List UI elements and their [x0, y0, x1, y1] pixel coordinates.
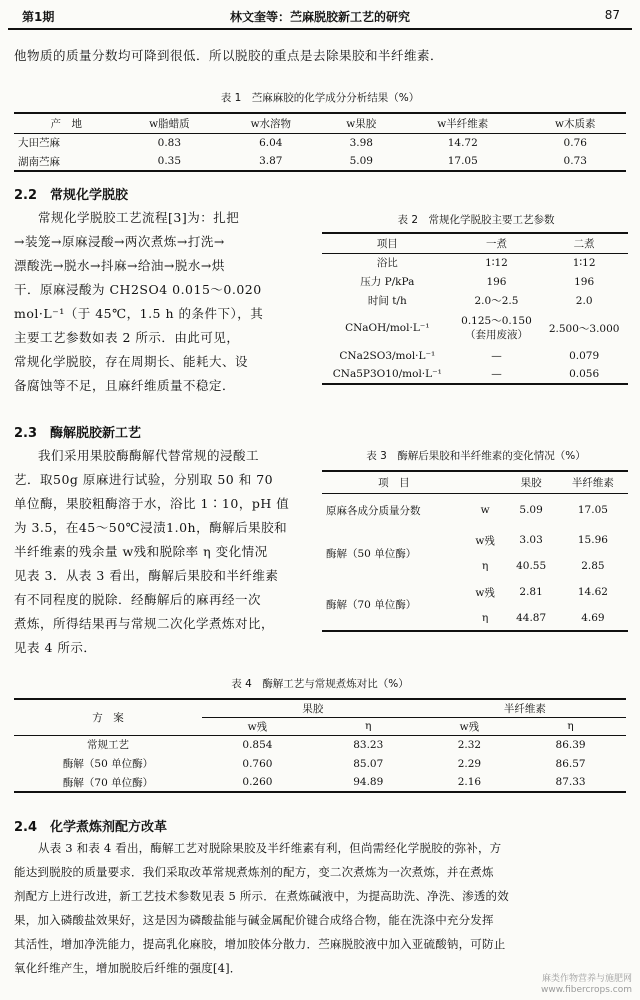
section-heading: 2.4 化学煮炼剂配方改革 — [14, 820, 168, 835]
table-cell: 原麻各成分质量分数 — [326, 504, 421, 517]
table-cell: 2.32 — [457, 738, 482, 751]
table-cell: 1∶12 — [572, 256, 596, 269]
table-cell: 87.33 — [555, 776, 586, 788]
header-rule — [8, 28, 632, 30]
table-cell: 酶解（50 单位酶） — [326, 547, 417, 560]
text-line: 漂酸洗→脱水→抖麻→给油→脱水→烘 — [14, 258, 225, 273]
table-cell: 0.125～0.150 （套用废液） — [461, 315, 532, 341]
table-cell: 0.854 — [242, 738, 273, 751]
table-cell: 0.35 — [157, 155, 182, 167]
table-header-cell: 产 地 — [50, 117, 83, 130]
table-header-row — [322, 233, 628, 253]
table-cell: 浴比 — [376, 257, 398, 270]
text-line: 常规化学脱胶，存在周期长、能耗大、设 — [14, 354, 249, 369]
section23-body — [14, 444, 318, 660]
section-heading: 2.3 酶解脱胶新工艺 — [14, 426, 142, 441]
table-header-cell: η — [365, 720, 372, 732]
table-cell: CNa5P3O10/mol·L⁻¹ — [332, 368, 442, 380]
table-header-cell: 果胶 — [520, 476, 542, 489]
table-row — [322, 579, 628, 605]
text-line: 艺．取50g 原麻进行试验，分别取 50 和 70 — [14, 472, 274, 487]
text-line: 氧化纤维产生，增加脱胶后纤维的强度[4]． — [14, 961, 242, 975]
table-header-row — [14, 113, 626, 133]
table-cell: 196 — [574, 275, 595, 288]
watermark-line: 麻类作物营养与施肥网 — [541, 974, 632, 984]
page-number: 87 — [604, 8, 620, 22]
table-header-cell: w半纤维素 — [437, 117, 489, 130]
text-line: 剂配方上进行改进，新工艺技术参数见表 5 所示．在煮炼碱液中，为提高助洗、净洗、渗透的效 — [14, 889, 509, 903]
table-cell: 酶解（70 单位酶） — [62, 776, 154, 789]
site-watermark — [541, 974, 632, 996]
table-cell: 3.98 — [349, 136, 373, 149]
table-cell: 2.0～2.5 — [474, 295, 519, 307]
text-line: 为 3.5，在45～50℃浸渍1.0h，酶解后果胶和 — [14, 520, 288, 535]
table-cell: 2.81 — [519, 586, 543, 598]
table-cell: 86.57 — [555, 757, 586, 770]
text-line: 备腐蚀等不足，且麻纤维质量不稳定． — [14, 378, 236, 393]
table-row — [14, 152, 626, 171]
table-header-cell: 项目 — [376, 237, 398, 250]
table4-caption: 表 4 酶解工艺与常规煮炼对比（%） — [231, 678, 409, 690]
text-line: 干．原麻浸酸为 CH2SO4 0.015～0.020 — [14, 282, 262, 297]
table-cell: 0.760 — [242, 757, 273, 770]
table-cell: 83.23 — [353, 738, 384, 751]
table-header-cell: 半纤维素 — [424, 699, 626, 717]
table-header-cell: w果胶 — [346, 117, 377, 130]
table-row — [14, 773, 626, 792]
table-cell: 0.260 — [242, 776, 273, 788]
table4 — [14, 698, 626, 793]
text-line: 见表 4 所示． — [14, 640, 97, 655]
table-row — [322, 527, 628, 553]
table-cell: 4.69 — [581, 611, 605, 624]
table-header-cell: 半纤维素 — [571, 476, 614, 489]
intro-paragraph: 他物质的质量分数均可降到很低．所以脱胶的重点是去除果胶和半纤维素． — [14, 48, 444, 63]
text-line: 主要工艺参数如表 2 所示．由此可见， — [14, 330, 240, 345]
table-cell: 酶解（70 单位酶） — [326, 599, 417, 611]
table-cell: 196 — [486, 275, 507, 288]
table-cell: η — [481, 560, 489, 572]
table-cell: 14.72 — [447, 136, 478, 149]
table-header-cell: w残 — [247, 720, 268, 733]
table-cell: 2.0 — [575, 294, 593, 307]
section-heading: 2.2 常规化学脱胶 — [14, 188, 129, 203]
table-cell: 6.04 — [259, 136, 283, 149]
table-header-cell — [466, 471, 505, 493]
table-cell: 5.09 — [349, 155, 373, 167]
table-cell: — — [491, 368, 502, 380]
article-title: 林文奎等：苎麻脱胶新工艺的研究 — [229, 10, 410, 24]
table2 — [322, 232, 628, 385]
text-line: 见表 3．从表 3 看出，酶解后果胶和半纤维素 — [14, 568, 279, 583]
text-line: 果，加入磷酸盐效果好，这是因为磷酸盐能与碱金属配价键合成络合物，能在洗涤中充分发挥 — [14, 913, 494, 927]
issue-number: 第1期 — [22, 10, 55, 24]
text-line: 半纤维素的残余量 w残和脱除率 η 变化情况 — [14, 544, 268, 559]
table-header-cell: 二煮 — [573, 237, 595, 250]
table-cell: 15.96 — [577, 534, 608, 546]
text-line: 我们采用果胶酶酶解代替常规的浸酸工 — [38, 448, 260, 463]
table-cell: 时间 t/h — [367, 295, 407, 307]
table-cell: 17.05 — [577, 504, 608, 517]
table-cell: 0.76 — [563, 136, 587, 149]
table-row — [14, 754, 626, 773]
table-cell: 0.73 — [563, 155, 587, 167]
table-row — [322, 493, 628, 527]
table-cell: — — [491, 349, 502, 362]
table-cell: 0.079 — [569, 349, 600, 362]
running-header — [8, 6, 632, 26]
table-cell: 40.55 — [516, 560, 547, 572]
section24-body — [14, 836, 628, 980]
table-cell: CNaOH/mol·L⁻¹ — [345, 322, 430, 334]
table-cell: 常规工艺 — [87, 739, 129, 752]
text-line: 从表 3 和表 4 看出，酶解工艺对脱除果胶及半纤维素有利，但尚需经化学脱胶的弥补，方 — [38, 841, 502, 855]
table-cell: 2.85 — [581, 560, 605, 572]
table-cell: 0.056 — [569, 368, 600, 380]
table-cell: 94.89 — [353, 776, 384, 788]
table-cell: η — [481, 611, 489, 624]
table3-caption: 表 3 酶解后果胶和半纤维素的变化情况（%） — [366, 450, 586, 462]
table-cell: 0.83 — [157, 136, 182, 149]
table-cell: 2.29 — [457, 757, 482, 770]
table-header-cell: 方 案 — [14, 699, 202, 735]
text-line: 能达到脱胶的质量要求．我们采取改革常规煮炼剂的配方，变二次煮炼为一次煮炼，并在煮炼 — [14, 865, 494, 879]
table-row — [14, 133, 626, 152]
table-cell: w残 — [475, 534, 495, 547]
text-line: mol·L⁻¹（于 45℃，1.5 h 的条件下），其 — [14, 306, 264, 321]
table-cell: 压力 P/kPa — [360, 276, 415, 288]
table-header-cell: η — [567, 720, 574, 732]
table-row — [322, 310, 628, 346]
table-cell: w残 — [475, 586, 495, 599]
table-row — [322, 272, 628, 291]
text-line: 煮炼，所得结果再与常规二次化学煮炼对比， — [14, 616, 275, 631]
table-header-row — [322, 471, 628, 493]
table-cell: w — [480, 504, 490, 517]
table3 — [322, 470, 628, 632]
text-line: 常规化学脱胶工艺流程[3]为：扎把 — [38, 210, 240, 225]
table-cell: 2.16 — [457, 776, 482, 788]
text-line: 其活性，增加净洗能力，提高乳化麻胶，增加胶体分散力．苎麻脱胶液中加入亚硫酸钠，可防止 — [14, 937, 506, 951]
table-cell: 大田苎麻 — [18, 137, 60, 150]
table1 — [14, 112, 626, 172]
table-header-cell: w水溶物 — [250, 117, 292, 130]
table2-caption: 表 2 常规化学脱胶主要工艺参数 — [397, 214, 555, 226]
table-cell: 85.07 — [353, 757, 384, 770]
table-header-cell: w残 — [459, 720, 480, 733]
table-row — [14, 735, 626, 754]
table1-caption: 表 1 苎麻麻胶的化学成分分析结果（%） — [220, 92, 420, 104]
table-cell: CNa2SO3/mol·L⁻¹ — [339, 349, 436, 362]
watermark-line: www.fibercrops.com — [541, 985, 632, 995]
table-cell: 14.62 — [577, 586, 608, 598]
table-cell: 2.500～3.000 — [548, 322, 620, 335]
table-cell: 湖南苎麻 — [18, 155, 60, 168]
table-row — [322, 291, 628, 310]
table-row — [322, 253, 628, 272]
section22-body — [14, 206, 314, 398]
table-cell: 86.39 — [555, 738, 586, 751]
table-cell: 3.03 — [519, 534, 543, 546]
table-cell: 3.87 — [259, 155, 283, 167]
table-header-cell: 项 目 — [378, 476, 410, 489]
table-cell: 酶解（50 单位酶） — [62, 758, 154, 770]
table-header-cell: 果胶 — [202, 699, 424, 717]
text-line: 有不同程度的脱除．经酶解后的麻再经一次 — [14, 592, 262, 607]
table-cell: 17.05 — [447, 155, 478, 167]
table-cell: 1∶12 — [485, 256, 508, 269]
table-cell: 44.87 — [516, 611, 547, 624]
table-cell: 5.09 — [519, 504, 543, 517]
table-header-cell: w木质素 — [554, 117, 596, 130]
table-row — [322, 365, 628, 384]
text-line: 单位酶，果胶粗酶溶于水，浴比 1∶10，pH 值 — [14, 496, 290, 511]
table-header-row — [14, 699, 626, 717]
table-header-cell: 一煮 — [485, 237, 507, 250]
text-line: →装笼→原麻浸酸→两次煮炼→打洗→ — [14, 234, 225, 249]
table-header-cell: w脂蜡质 — [149, 117, 190, 130]
table-row — [322, 346, 628, 365]
